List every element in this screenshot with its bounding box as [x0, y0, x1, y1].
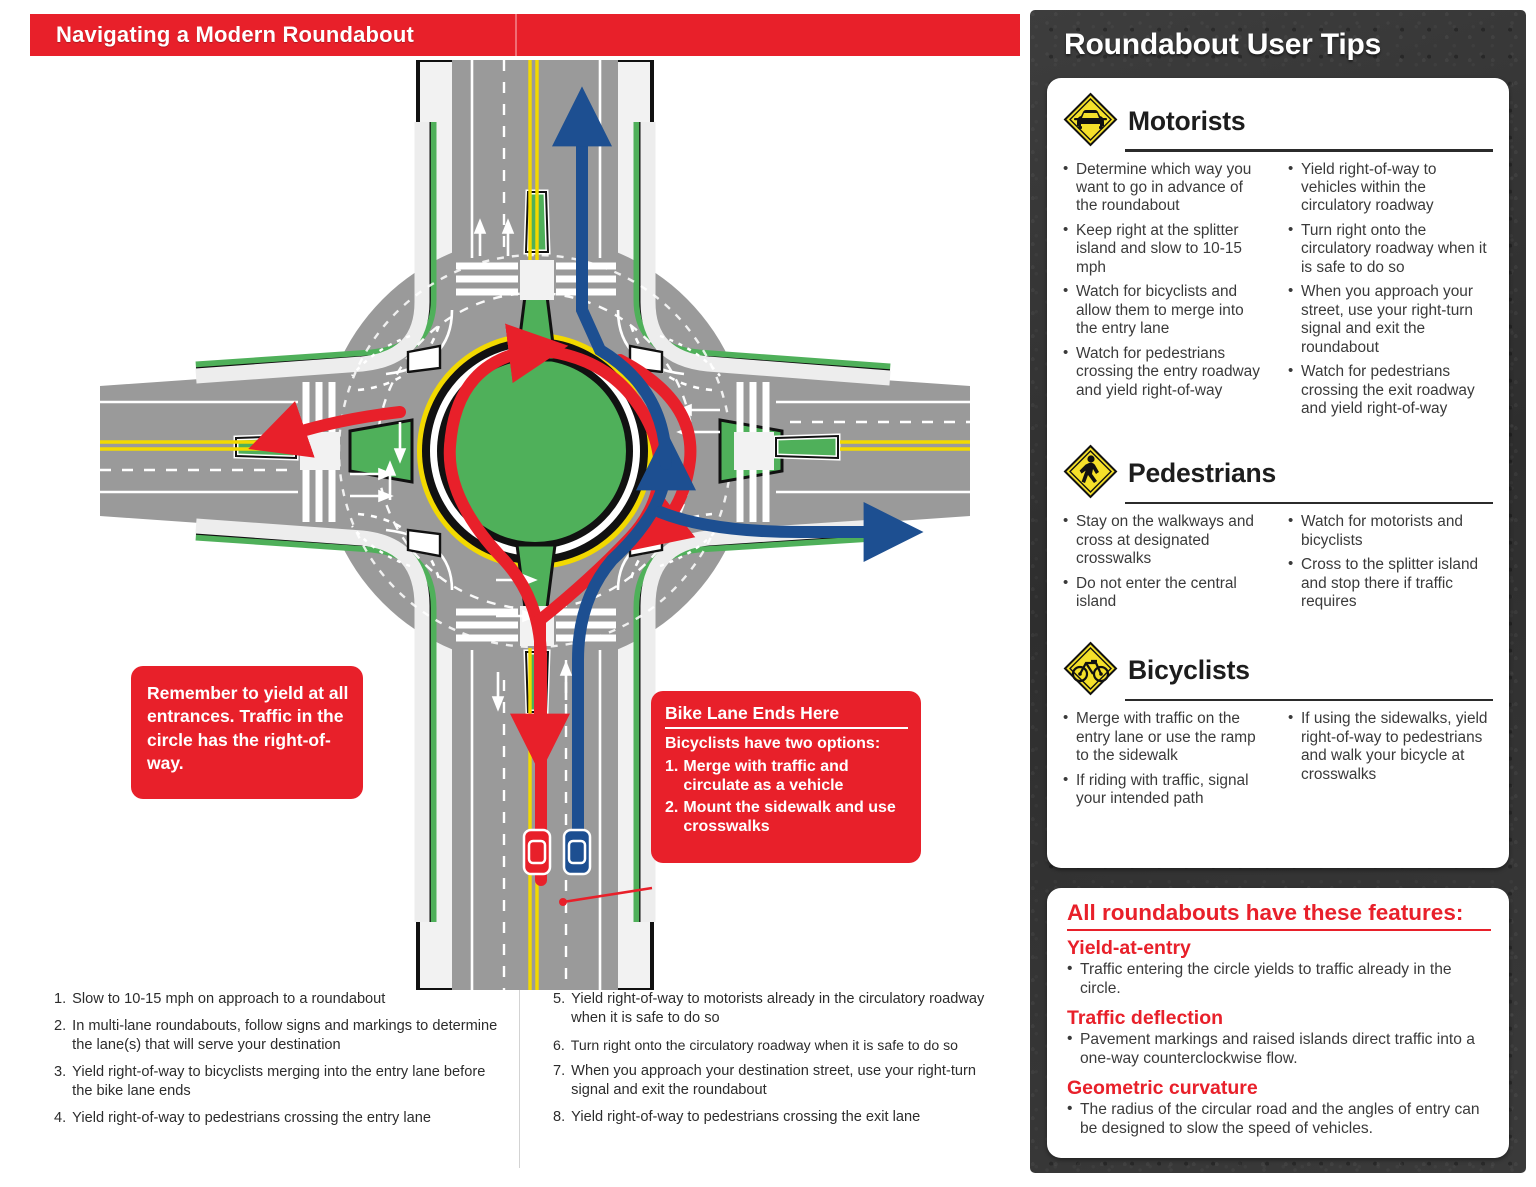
option-number: 2. — [665, 799, 679, 817]
feature-name: Traffic deflection — [1067, 1006, 1224, 1029]
tips-section-motorists — [1063, 90, 1493, 425]
tips-section-title: Motorists — [1128, 105, 1246, 136]
tips-column-left — [1063, 710, 1268, 814]
list-item: • Watch for motorists and bicyclists — [1288, 513, 1493, 550]
list-item — [54, 1063, 509, 1100]
section-rule — [1125, 149, 1493, 152]
features-title: All roundabouts have these features: — [1067, 900, 1491, 931]
list-item — [665, 798, 908, 836]
callout-bike-title: Bike Lane Ends Here — [665, 703, 908, 729]
step-text: Turn right onto the circulatory roadway when it is safe to do so — [570, 1036, 959, 1053]
list-item — [553, 1062, 1013, 1099]
list-item: • Yield right-of-way to vehicles within the circulatory roadway — [1288, 161, 1493, 216]
list-item: • If riding with traffic, signal your intended path — [1063, 772, 1268, 809]
car-sign-icon — [1063, 92, 1118, 147]
step-number: 3. — [54, 1064, 67, 1081]
list-item: • If using the sidewalks, yield right-of-way to pedestrians and walk your bicycle at crosswalks — [1288, 710, 1493, 784]
step-number: 5. — [553, 991, 566, 1007]
step-number: 7. — [553, 1063, 566, 1080]
section-rule — [1125, 699, 1493, 702]
option-text: Merge with traffic and circulate as a vehicle — [683, 757, 849, 795]
callout-bike-subtitle: Bicyclists have two options: — [665, 735, 881, 752]
list-item: • The radius of the circular road and the angles of entry can be designed to slow the speed of vehicles. — [1067, 1101, 1491, 1138]
tips-section-title: Bicyclists — [1128, 655, 1250, 686]
tips-section-header — [1063, 640, 1493, 698]
tips-columns — [1063, 513, 1493, 617]
step-text: Yield right-of-way to pedestrians crossing the entry lane — [72, 1109, 431, 1126]
tips-section-header — [1063, 443, 1493, 501]
list-item: • Watch for bicyclists and allow them to merge into the entry lane — [1063, 283, 1268, 338]
list-item — [54, 1017, 509, 1054]
tips-column-left — [1063, 161, 1268, 425]
callout-yield-text: Remember to yield at all entrances. Traffic in the circle has the right-of-way. — [147, 683, 349, 774]
step-number: 2. — [54, 1018, 67, 1035]
step-number: 1. — [54, 991, 67, 1007]
feature-block — [1067, 1078, 1491, 1139]
tips-columns — [1063, 710, 1493, 814]
list-item — [553, 1108, 1013, 1127]
list-item — [553, 1036, 1013, 1054]
callout-bike-lane — [651, 691, 921, 863]
callout-bike-options — [665, 757, 908, 837]
feature-block — [1067, 1008, 1491, 1069]
list-item — [665, 757, 908, 795]
tips-section-title: Pedestrians — [1128, 458, 1277, 489]
feature-name: Yield-at-entry — [1067, 937, 1191, 959]
list-item: • When you approach your street, use your right-turn signal and exit the roundabout — [1288, 283, 1493, 357]
list-item: • Watch for pedestrians crossing the entry roadway and yield right-of-way — [1063, 345, 1268, 400]
tips-column-right — [1288, 710, 1493, 814]
step-text: Yield right-of-way to pedestrians crossing the exit lane — [571, 1109, 921, 1126]
step-text: In multi-lane roundabouts, follow signs and markings to determine the lane(s) that will serve your destination — [72, 1018, 498, 1053]
list-item: • Pavement markings and raised islands direct traffic into a one-way counterclockwise flow. — [1067, 1031, 1491, 1068]
list-item: • Cross to the splitter island and stop there if traffic requires — [1288, 556, 1493, 611]
list-item: • Do not enter the central island — [1063, 575, 1268, 612]
vehicle-blue — [564, 830, 590, 874]
list-item: • Turn right onto the circulatory roadway when it is safe to do so — [1288, 222, 1493, 277]
tips-section-bicyclists — [1063, 640, 1493, 815]
divider — [519, 990, 520, 1168]
right-panel-title: Roundabout User Tips — [1064, 28, 1382, 61]
callout-yield — [131, 666, 363, 799]
list-item — [54, 1109, 509, 1128]
step-text: Slow to 10-15 mph on approach to a roundabout — [72, 991, 386, 1007]
list-item: • Merge with traffic on the entry lane or use the ramp to the sidewalk — [1063, 710, 1268, 765]
list-item: • Stay on the walkways and cross at designated crosswalks — [1063, 513, 1268, 568]
feature-block — [1067, 938, 1491, 999]
step-number: 6. — [553, 1036, 565, 1053]
step-number: 4. — [54, 1109, 67, 1126]
step-text: Yield right-of-way to bicyclists merging into the entry lane before the bike lane ends — [72, 1064, 486, 1099]
option-number: 1. — [665, 757, 679, 775]
step-text: When you approach your destination street, use your right-turn signal and exit the roundabout — [571, 1063, 976, 1099]
right-panel — [1030, 10, 1526, 1173]
user-tips-card — [1047, 78, 1509, 868]
list-item — [54, 990, 509, 1009]
list-item: • Keep right at the splitter island and slow to 10-15 mph — [1063, 222, 1268, 277]
list-item: • Determine which way you want to go in advance of the roundabout — [1063, 161, 1268, 216]
features-card — [1047, 888, 1509, 1158]
list-item: • Watch for pedestrians crossing the exit roadway and yield right-of-way — [1288, 363, 1493, 418]
list-item: • Traffic entering the circle yields to traffic already in the circle. — [1067, 961, 1491, 998]
vehicle-red — [524, 830, 550, 874]
pedestrian-sign-icon — [1063, 444, 1118, 499]
page-title: Navigating a Modern Roundabout — [56, 22, 414, 47]
tips-column-right — [1288, 513, 1493, 617]
tips-columns — [1063, 161, 1493, 425]
steps-list-right — [553, 990, 1013, 1135]
option-text: Mount the sidewalk and use crosswalks — [683, 799, 896, 836]
steps-list-left — [54, 990, 509, 1136]
bicycle-sign-icon — [1063, 641, 1118, 696]
step-text: Yield right-of-way to motorists already in the circulatory roadway when it is safe to do so — [571, 991, 985, 1026]
step-number: 8. — [553, 1109, 566, 1126]
tips-section-pedestrians — [1063, 443, 1493, 618]
tips-section-header — [1063, 90, 1493, 148]
steps-section — [0, 990, 1024, 1175]
tips-column-right — [1288, 161, 1493, 425]
feature-name: Geometric curvature — [1067, 1076, 1258, 1099]
tips-column-left — [1063, 513, 1268, 617]
section-rule — [1125, 502, 1493, 505]
list-item — [553, 990, 1013, 1027]
